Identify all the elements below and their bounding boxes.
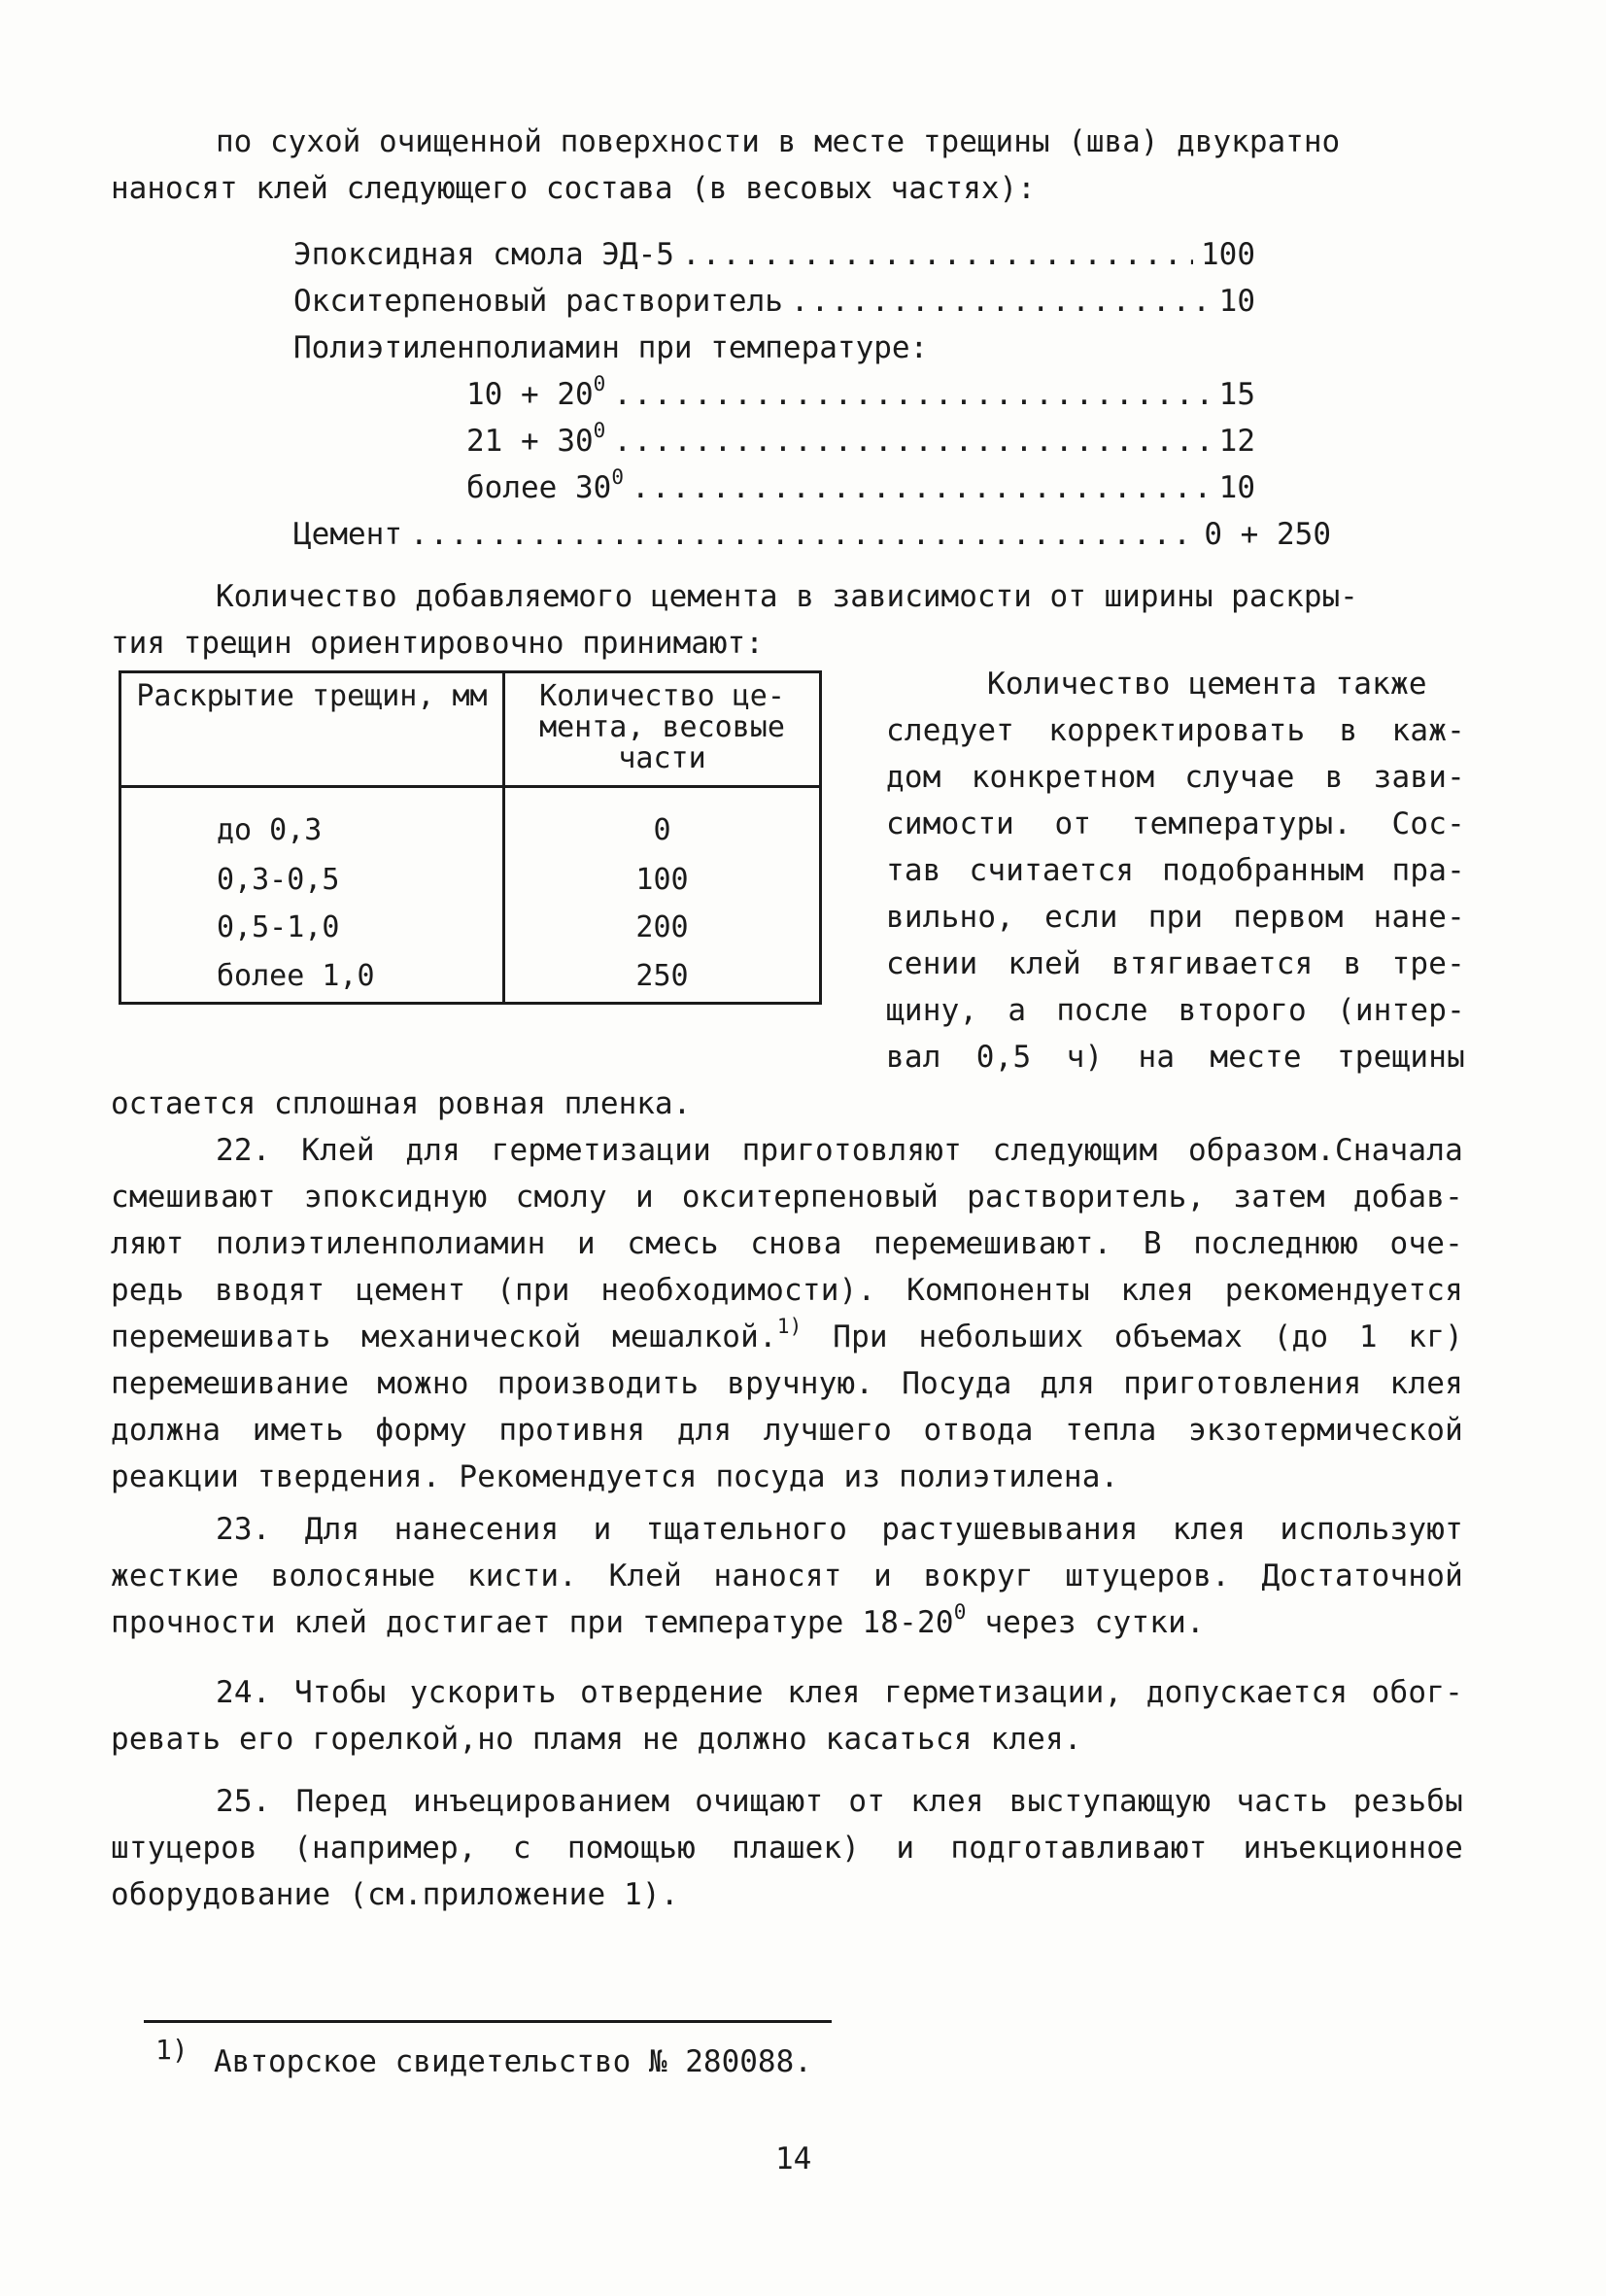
paragraph-line: 24. Чтобы ускорить отвердение клея герметизации, допускается обог- [216, 1675, 1463, 1710]
paragraph-line: смешивают эпоксидную смолу и окситерпеновый растворитель, затем добав- [111, 1180, 1463, 1215]
composition-label: Окситерпеновый растворитель [293, 284, 783, 319]
temperature-label: $10 + 20^0$ [466, 372, 606, 412]
footnote-reference: 1) [776, 1315, 803, 1338]
table-cell-cement-amount: 200 [635, 910, 689, 945]
table-cell-cement-amount: 100 [635, 862, 689, 897]
temperature-value: 12 [1218, 424, 1255, 459]
table-cell-cement-amount: 250 [635, 959, 689, 994]
paragraph-24 [111, 1669, 1463, 1763]
cement-row [293, 511, 1331, 558]
temperature-label: $21 + 30^0$ [466, 419, 606, 459]
page-number: 14 [775, 2142, 812, 2176]
composition-item [293, 278, 1255, 325]
table-cell-crack-width: 0,5-1,0 [120, 905, 504, 953]
side-note-tail: остается сплошная ровная пленка. [111, 1086, 692, 1121]
column-header-crack-width: Раскрытие трещин, мм [120, 672, 504, 787]
intro-line-1: по сухой очищенной поверхности в месте трещины (шва) двукратно [216, 124, 1341, 159]
dot-leader [613, 418, 1211, 464]
footnote-marker: 1) [155, 2034, 188, 2066]
side-note-line: щину, а после второго (интер- [886, 993, 1465, 1028]
composition-value: 10 [1218, 284, 1255, 319]
cement-intro-line-2: тия трещин ориентировочно принимают: [111, 626, 764, 661]
dot-leader [613, 371, 1211, 418]
side-note-line: дом конкретном случае в зави- [886, 760, 1465, 795]
paragraph-25 [111, 1778, 1463, 1918]
paragraph-line: редь вводят цемент (при необходимости). Компоненты клея рекомендуется [111, 1273, 1463, 1308]
temperature-row [466, 371, 1255, 418]
cement-value: 0 + 250 [1204, 517, 1331, 552]
footnote-divider [144, 2020, 832, 2023]
dot-leader [632, 464, 1212, 511]
cement-table [119, 670, 822, 1005]
footnote-text: Авторское свидетельство № 280088. [214, 2044, 812, 2079]
degree-mark: 0 [593, 419, 606, 442]
temperature-label: более $30^0$ [466, 465, 624, 505]
paragraph-line: штуцеров (например, с помощью плашек) и подготавливают инъекционное [111, 1831, 1463, 1866]
paragraph-line: ляют полиэтиленполиамин и смесь снова перемешивают. В последнюю оче- [111, 1226, 1463, 1261]
table-cell-crack-width: 0,3-0,5 [120, 857, 504, 906]
paragraph-line: прочности клей достигает при температуре $18-20^0$ через сутки. [111, 1600, 1205, 1640]
dot-leader [791, 278, 1212, 325]
side-note-line: вильно, если при первом нане- [886, 900, 1465, 935]
composition-item [293, 231, 1255, 278]
paragraph-line: 25. Перед инъецированием очищают от клея выступающую часть резьбы [216, 1784, 1463, 1819]
paragraph-23 [111, 1506, 1463, 1646]
side-note-line: симости от температуры. Сос- [886, 806, 1465, 841]
table-row [120, 857, 821, 906]
side-note-line: вал 0,5 ч) на месте трещины [886, 1040, 1465, 1075]
table-row [120, 787, 821, 857]
degree-mark: 0 [593, 372, 606, 395]
column-header-cement-amount: Количество це- мента, весовые части [539, 679, 785, 775]
side-note [886, 661, 1465, 1080]
dot-leader [682, 231, 1193, 278]
temperature-row [466, 418, 1255, 464]
intro-line-2: наносят клей следующего состава (в весовых частях): [111, 171, 1036, 206]
paragraph-line: должна иметь форму противня для лучшего отвода тепла экзотермической [111, 1413, 1463, 1448]
table-cell-cement-amount: 0 [653, 813, 671, 847]
composition-label: Эпоксидная смола ЭД-5 [293, 237, 674, 272]
cement-label: Цемент [293, 517, 402, 552]
degree-mark: 0 [611, 465, 624, 489]
paragraph-line: реакции твердения. Рекомендуется посуда из полиэтилена. [111, 1459, 1119, 1494]
table-header-row [120, 672, 821, 787]
table-row [120, 905, 821, 953]
composition-value: 100 [1201, 237, 1255, 272]
paragraph-line: 22. Клей для герметизации приготовляют следующим образом.Сначала [216, 1133, 1463, 1168]
temperature-value: 15 [1218, 377, 1255, 412]
side-note-line: тав считается подобранным пра- [886, 853, 1465, 888]
paragraph-22 [111, 1127, 1463, 1500]
table-row [120, 953, 821, 1003]
temperature-row [466, 464, 1255, 511]
table-cell-crack-width: более 1,0 [120, 953, 504, 1003]
paragraph-line: оборудование (см.приложение 1). [111, 1877, 679, 1912]
polyamine-header: Полиэтиленполиамин при температуре: [293, 330, 929, 365]
cement-intro-line-1: Количество добавляемого цемента в зависимости от ширины раскры- [216, 579, 1358, 614]
side-note-line: следует корректировать в каж- [886, 713, 1465, 748]
side-note-line: сении клей втягивается в тре- [886, 946, 1465, 981]
degree-mark: 0 [953, 1600, 967, 1624]
paragraph-line: 23. Для нанесения и тщательного растушевывания клея используют [216, 1512, 1463, 1547]
paragraph-line: перемешивать механической мешалкой.$^{1)}$ При небольших объемах (до 1 кг) [111, 1315, 1463, 1354]
dot-leader [410, 511, 1196, 558]
side-note-line: Количество цемента также [987, 667, 1427, 702]
paragraph-line: жесткие волосяные кисти. Клей наносят и вокруг штуцеров. Достаточной [111, 1559, 1463, 1593]
paragraph-line: перемешивание можно производить вручную. Посуда для приготовления клея [111, 1366, 1463, 1401]
paragraph-line: ревать его горелкой,но пламя не должно касаться клея. [111, 1722, 1082, 1757]
table-cell-crack-width: до 0,3 [120, 787, 504, 857]
temperature-value: 10 [1218, 470, 1255, 505]
